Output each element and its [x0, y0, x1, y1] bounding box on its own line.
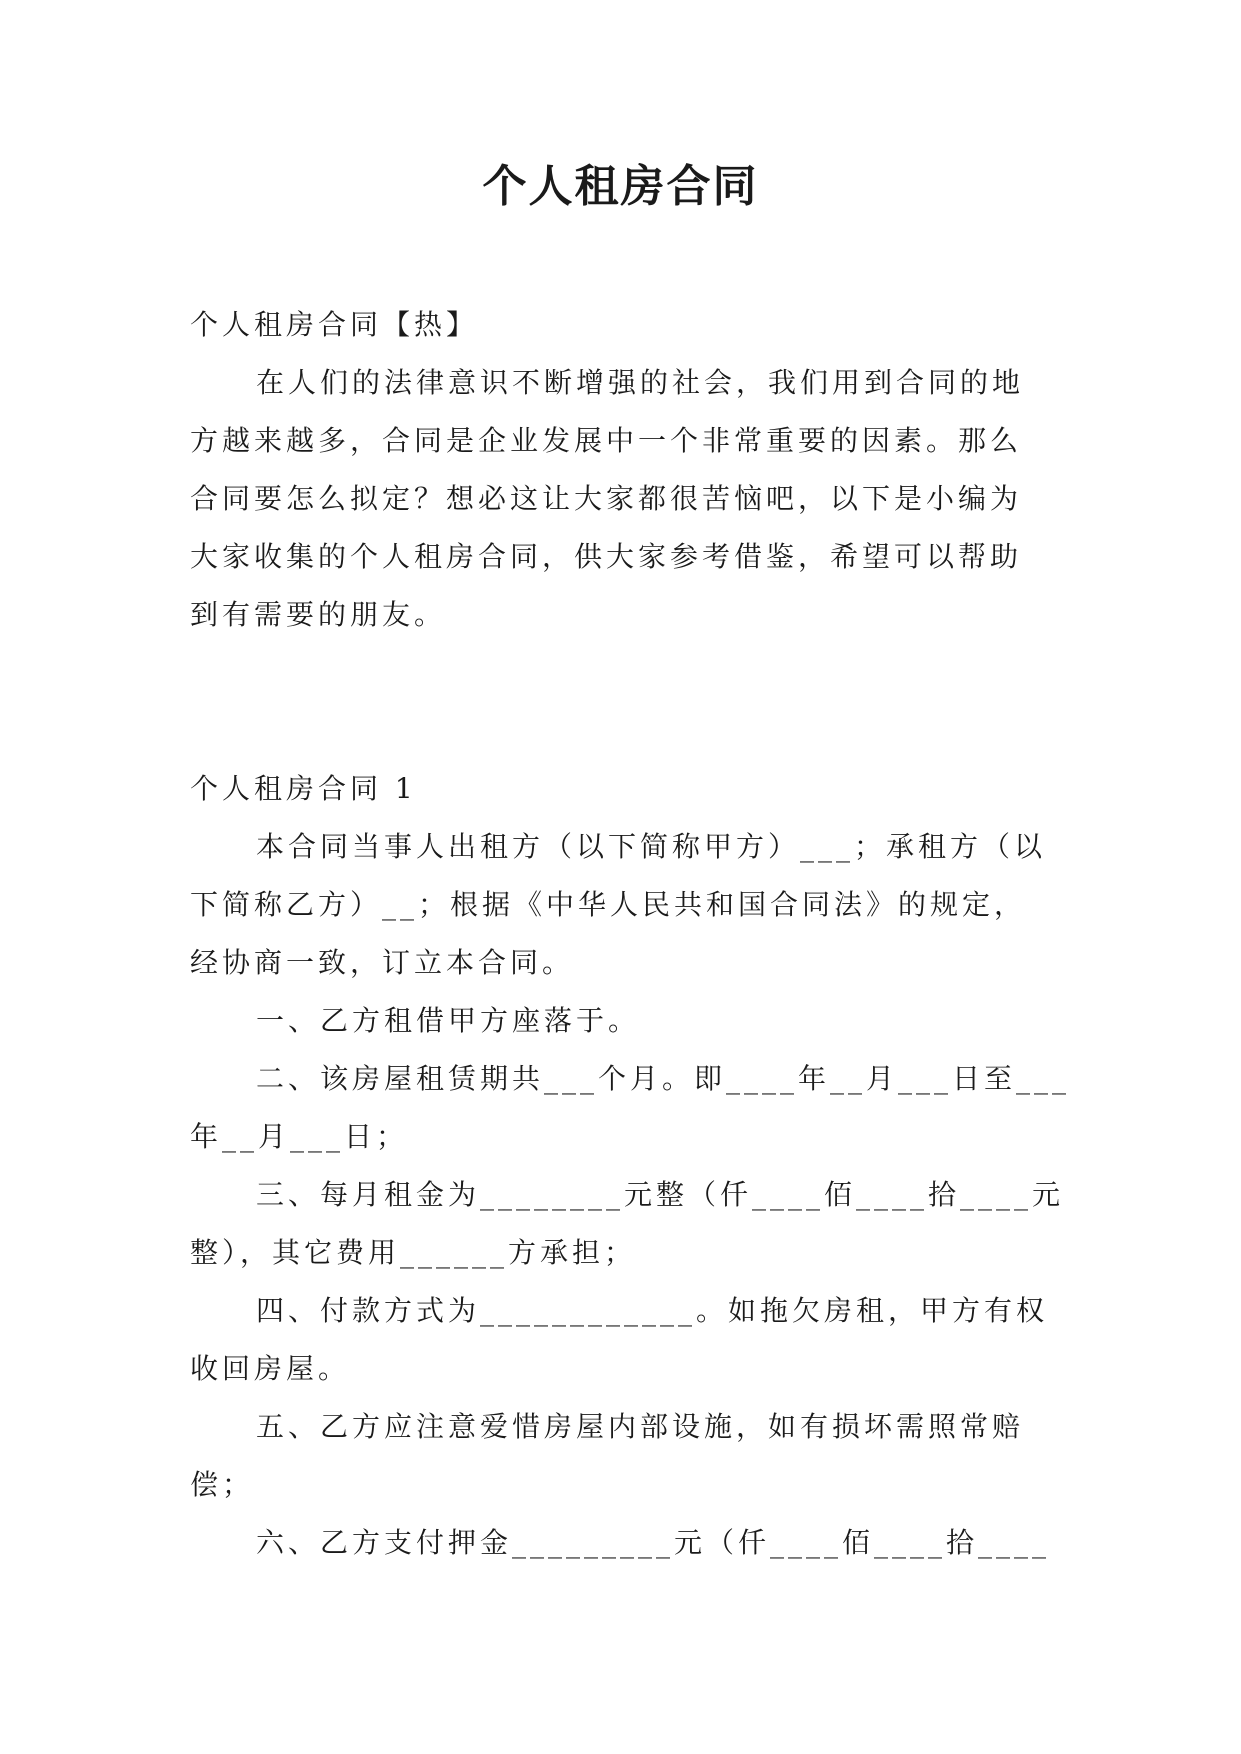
- document-title: 个人租房合同: [482, 161, 759, 212]
- clause-line: 收回房屋。: [190, 1352, 351, 1385]
- paragraph-line: 经协商一致，订立本合同。: [190, 946, 575, 979]
- document-body: [190, 296, 1070, 1572]
- clause-line: 一、乙方租借甲方座落于。: [256, 1004, 641, 1037]
- section-heading: 个人租房合同 1: [190, 772, 417, 805]
- clause-line: 二、该房屋租赁期共___个月。即____年__月___日至___: [256, 1062, 1071, 1095]
- clause-line: 六、乙方支付押金_________元（仟____佰____拾____: [256, 1526, 1051, 1559]
- paragraph-line: 到有需要的朋友。: [190, 598, 447, 631]
- spacer: [190, 644, 1070, 760]
- clause-line: 年__月___日；: [190, 1120, 409, 1153]
- clause-line: 整），其它费用______方承担；: [190, 1236, 637, 1269]
- paragraph-line: 合同要怎么拟定？想必这让大家都很苦恼吧，以下是小编为: [190, 482, 1023, 515]
- clause-line: 四、付款方式为____________。如拖欠房租，甲方有权: [256, 1294, 1049, 1327]
- section-heading: 个人租房合同【热】: [190, 308, 479, 341]
- clause-line: 五、乙方应注意爱惜房屋内部设施，如有损坏需照常赔: [256, 1410, 1025, 1443]
- paragraph-line: 方越来越多，合同是企业发展中一个非常重要的因素。那么: [190, 424, 1023, 457]
- paragraph-line: 本合同当事人出租方（以下简称甲方）___；承租方（以: [256, 830, 1047, 863]
- paragraph-line: 在人们的法律意识不断增强的社会，我们用到合同的地: [256, 366, 1025, 399]
- clause-line: 偿；: [190, 1468, 255, 1501]
- paragraph-line: 下简称乙方）__；根据《中华人民共和国合同法》的规定，: [190, 888, 1027, 921]
- paragraph-line: 大家收集的个人租房合同，供大家参考借鉴，希望可以帮助: [190, 540, 1023, 573]
- clause-line: 三、每月租金为________元整（仟____佰____拾____元: [256, 1178, 1065, 1211]
